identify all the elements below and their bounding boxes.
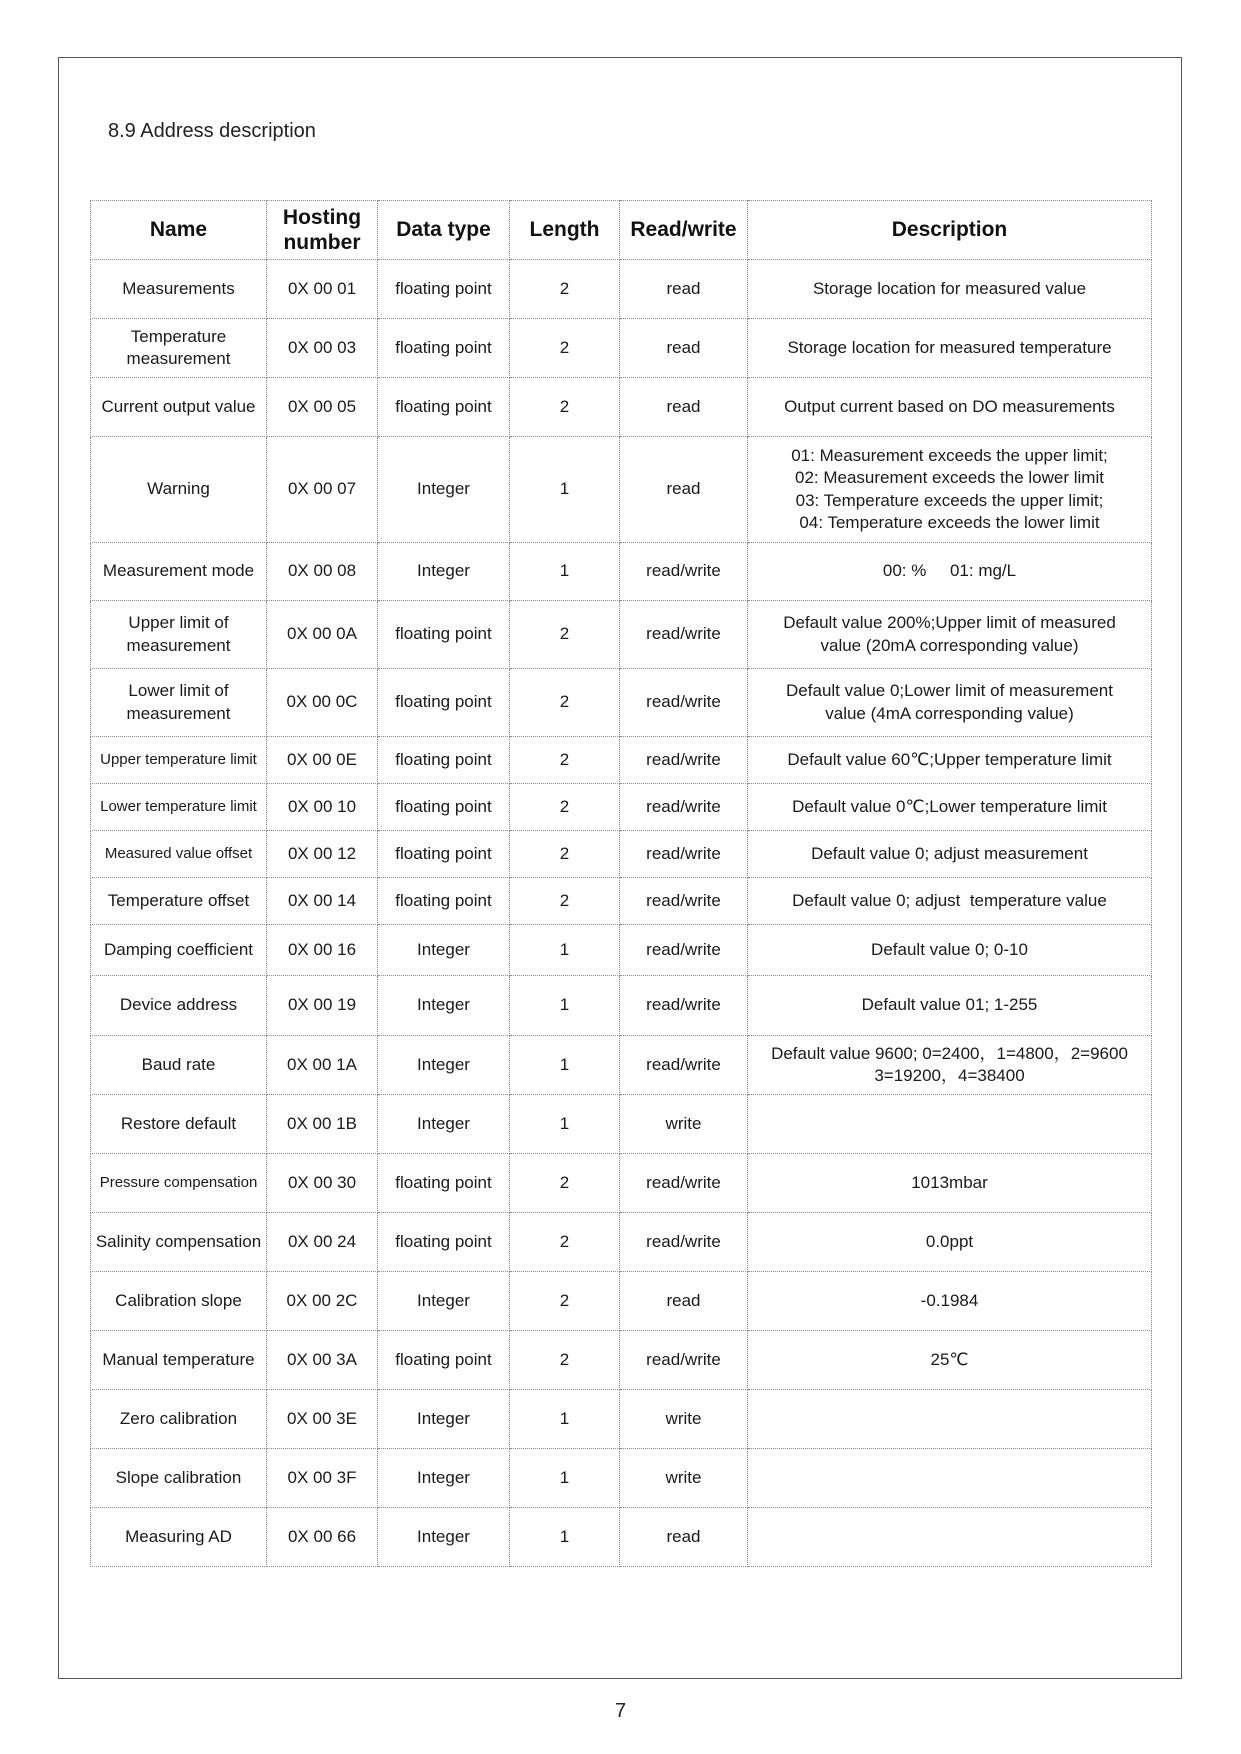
table-row bbox=[91, 878, 1152, 925]
cell-description: 1013mbar bbox=[748, 1154, 1152, 1213]
cell-length: 2 bbox=[510, 601, 620, 669]
cell-data-type: floating point bbox=[378, 260, 510, 319]
table-row bbox=[91, 1508, 1152, 1567]
cell-hosting: 0X 00 05 bbox=[267, 378, 378, 437]
table-row bbox=[91, 260, 1152, 319]
cell-data-type: Integer bbox=[378, 1036, 510, 1095]
cell-length: 2 bbox=[510, 784, 620, 831]
cell-description: Default value 0℃;Lower temperature limit bbox=[748, 784, 1152, 831]
cell-length: 2 bbox=[510, 669, 620, 737]
cell-data-type: floating point bbox=[378, 378, 510, 437]
cell-length: 1 bbox=[510, 925, 620, 976]
cell-data-type: floating point bbox=[378, 1331, 510, 1390]
desc-line: value (4mA corresponding value) bbox=[825, 703, 1074, 723]
table-row bbox=[91, 1331, 1152, 1390]
cell-hosting: 0X 00 2C bbox=[267, 1272, 378, 1331]
cell-data-type: floating point bbox=[378, 601, 510, 669]
desc-line: 01: Measurement exceeds the upper limit; bbox=[791, 446, 1108, 466]
cell-data-type: Integer bbox=[378, 437, 510, 543]
cell-data-type: floating point bbox=[378, 878, 510, 925]
cell-name-line1: Temperature bbox=[130, 326, 227, 346]
cell-length: 2 bbox=[510, 737, 620, 784]
cell-name bbox=[91, 669, 267, 737]
cell-data-type: floating point bbox=[378, 784, 510, 831]
cell-description bbox=[748, 1390, 1152, 1449]
cell-data-type: Integer bbox=[378, 925, 510, 976]
cell-hosting: 0X 00 0E bbox=[267, 737, 378, 784]
cell-description: Default value 0; adjust temperature value bbox=[748, 878, 1152, 925]
cell-data-type: Integer bbox=[378, 1390, 510, 1449]
cell-data-type: floating point bbox=[378, 1154, 510, 1213]
cell-name: Measuring AD bbox=[91, 1508, 267, 1567]
cell-read-write: write bbox=[620, 1095, 748, 1154]
cell-hosting: 0X 00 14 bbox=[267, 878, 378, 925]
cell-read-write: read bbox=[620, 319, 748, 378]
page-number: 7 bbox=[614, 1700, 627, 1722]
cell-read-write: write bbox=[620, 1390, 748, 1449]
cell-read-write: read/write bbox=[620, 1036, 748, 1095]
cell-hosting: 0X 00 19 bbox=[267, 976, 378, 1036]
cell-name: Lower temperature limit bbox=[91, 784, 267, 831]
cell-length: 2 bbox=[510, 260, 620, 319]
cell-name: Measurement mode bbox=[91, 543, 267, 601]
cell-read-write: read/write bbox=[620, 878, 748, 925]
cell-hosting: 0X 00 10 bbox=[267, 784, 378, 831]
cell-read-write: read bbox=[620, 1272, 748, 1331]
cell-hosting: 0X 00 12 bbox=[267, 831, 378, 878]
cell-hosting: 0X 00 07 bbox=[267, 437, 378, 543]
table-row bbox=[91, 831, 1152, 878]
cell-name-line1: Upper limit of bbox=[128, 613, 229, 633]
cell-length: 1 bbox=[510, 437, 620, 543]
cell-length: 2 bbox=[510, 1154, 620, 1213]
desc-line: Default value 200%;Upper limit of measured bbox=[783, 613, 1116, 633]
cell-length: 2 bbox=[510, 1331, 620, 1390]
cell-description: 0.0ppt bbox=[748, 1213, 1152, 1272]
cell-hosting: 0X 00 66 bbox=[267, 1508, 378, 1567]
desc-line: 3=19200，4=38400 bbox=[874, 1066, 1025, 1085]
cell-read-write: write bbox=[620, 1449, 748, 1508]
table-row bbox=[91, 976, 1152, 1036]
cell-name: Zero calibration bbox=[91, 1390, 267, 1449]
cell-description: Output current based on DO measurements bbox=[748, 378, 1152, 437]
cell-length: 1 bbox=[510, 1036, 620, 1095]
cell-read-write: read bbox=[620, 378, 748, 437]
table-row bbox=[91, 1095, 1152, 1154]
table-row bbox=[91, 669, 1152, 737]
cell-name bbox=[91, 601, 267, 669]
cell-data-type: floating point bbox=[378, 319, 510, 378]
cell-description: Default value 60℃;Upper temperature limit bbox=[748, 737, 1152, 784]
cell-name bbox=[91, 319, 267, 378]
cell-read-write: read/write bbox=[620, 737, 748, 784]
table-row bbox=[91, 1390, 1152, 1449]
cell-description: Storage location for measured temperature bbox=[748, 319, 1152, 378]
cell-name: Measurements bbox=[91, 260, 267, 319]
table-row bbox=[91, 1213, 1152, 1272]
cell-description bbox=[748, 669, 1152, 737]
cell-length: 2 bbox=[510, 1272, 620, 1331]
cell-description: Default value 01; 1-255 bbox=[748, 976, 1152, 1036]
cell-name: Damping coefficient bbox=[91, 925, 267, 976]
cell-data-type: Integer bbox=[378, 976, 510, 1036]
cell-data-type: floating point bbox=[378, 1213, 510, 1272]
header-hosting-number bbox=[267, 201, 378, 260]
cell-length: 1 bbox=[510, 1508, 620, 1567]
cell-hosting: 0X 00 08 bbox=[267, 543, 378, 601]
table-row bbox=[91, 1154, 1152, 1213]
desc-line: 04: Temperature exceeds the lower limit bbox=[799, 512, 1100, 532]
cell-hosting: 0X 00 03 bbox=[267, 319, 378, 378]
cell-name-line1: Lower limit of bbox=[128, 681, 229, 701]
cell-length: 2 bbox=[510, 319, 620, 378]
desc-line: Default value 0;Lower limit of measurement bbox=[786, 681, 1113, 701]
cell-hosting: 0X 00 3A bbox=[267, 1331, 378, 1390]
cell-name: Calibration slope bbox=[91, 1272, 267, 1331]
cell-description: Default value 0; adjust measurement bbox=[748, 831, 1152, 878]
cell-data-type: Integer bbox=[378, 1095, 510, 1154]
cell-name: Upper temperature limit bbox=[91, 737, 267, 784]
cell-description bbox=[748, 1095, 1152, 1154]
header-read-write: Read/write bbox=[620, 201, 748, 260]
cell-read-write: read bbox=[620, 437, 748, 543]
cell-hosting: 0X 00 30 bbox=[267, 1154, 378, 1213]
cell-name: Warning bbox=[91, 437, 267, 543]
desc-line: 03: Temperature exceeds the upper limit; bbox=[795, 490, 1104, 510]
header-name: Name bbox=[91, 201, 267, 260]
cell-name: Baud rate bbox=[91, 1036, 267, 1095]
header-data-type: Data type bbox=[378, 201, 510, 260]
table-row bbox=[91, 1036, 1152, 1095]
cell-hosting: 0X 00 16 bbox=[267, 925, 378, 976]
cell-length: 2 bbox=[510, 1213, 620, 1272]
cell-name-line2: measurement bbox=[126, 635, 231, 655]
cell-description bbox=[748, 437, 1152, 543]
cell-description bbox=[748, 1036, 1152, 1095]
cell-data-type: Integer bbox=[378, 1272, 510, 1331]
table-row bbox=[91, 437, 1152, 543]
cell-description: Storage location for measured value bbox=[748, 260, 1152, 319]
desc-line: Default value 9600; 0=2400，1=4800，2=9600 bbox=[771, 1043, 1128, 1063]
cell-hosting: 0X 00 3E bbox=[267, 1390, 378, 1449]
cell-name: Slope calibration bbox=[91, 1449, 267, 1508]
cell-length: 1 bbox=[510, 1390, 620, 1449]
cell-hosting: 0X 00 1A bbox=[267, 1036, 378, 1095]
cell-hosting: 0X 00 1B bbox=[267, 1095, 378, 1154]
cell-data-type: floating point bbox=[378, 669, 510, 737]
table-row bbox=[91, 601, 1152, 669]
cell-read-write: read/write bbox=[620, 1154, 748, 1213]
cell-hosting: 0X 00 0C bbox=[267, 669, 378, 737]
cell-read-write: read/write bbox=[620, 784, 748, 831]
table-row bbox=[91, 784, 1152, 831]
cell-name: Measured value offset bbox=[91, 831, 267, 878]
cell-data-type: floating point bbox=[378, 737, 510, 784]
cell-name: Manual temperature bbox=[91, 1331, 267, 1390]
cell-name: Temperature offset bbox=[91, 878, 267, 925]
table-row bbox=[91, 543, 1152, 601]
table-row bbox=[91, 737, 1152, 784]
table-row bbox=[91, 1272, 1152, 1331]
cell-name-line2: measurement bbox=[126, 349, 231, 368]
cell-read-write: read/write bbox=[620, 669, 748, 737]
cell-read-write: read/write bbox=[620, 831, 748, 878]
cell-read-write: read/write bbox=[620, 601, 748, 669]
cell-data-type: Integer bbox=[378, 1449, 510, 1508]
cell-name: Current output value bbox=[91, 378, 267, 437]
table-row bbox=[91, 1449, 1152, 1508]
cell-name: Salinity compensation bbox=[91, 1213, 267, 1272]
cell-name-line2: measurement bbox=[126, 703, 231, 723]
cell-length: 1 bbox=[510, 976, 620, 1036]
cell-length: 2 bbox=[510, 831, 620, 878]
cell-name: Restore default bbox=[91, 1095, 267, 1154]
cell-length: 2 bbox=[510, 378, 620, 437]
address-table bbox=[90, 200, 1152, 1567]
header-hosting-line2: number bbox=[283, 231, 361, 254]
cell-read-write: read/write bbox=[620, 1213, 748, 1272]
cell-data-type: floating point bbox=[378, 831, 510, 878]
cell-data-type: Integer bbox=[378, 543, 510, 601]
cell-hosting: 0X 00 3F bbox=[267, 1449, 378, 1508]
cell-description bbox=[748, 601, 1152, 669]
cell-read-write: read/write bbox=[620, 543, 748, 601]
desc-line: value (20mA corresponding value) bbox=[820, 635, 1079, 655]
cell-hosting: 0X 00 24 bbox=[267, 1213, 378, 1272]
cell-description: Default value 0; 0-10 bbox=[748, 925, 1152, 976]
header-description: Description bbox=[748, 201, 1152, 260]
cell-name: Device address bbox=[91, 976, 267, 1036]
cell-read-write: read bbox=[620, 260, 748, 319]
table-row bbox=[91, 319, 1152, 378]
cell-hosting: 0X 00 0A bbox=[267, 601, 378, 669]
cell-length: 2 bbox=[510, 878, 620, 925]
table-row bbox=[91, 378, 1152, 437]
cell-read-write: read/write bbox=[620, 925, 748, 976]
cell-read-write: read/write bbox=[620, 1331, 748, 1390]
cell-hosting: 0X 00 01 bbox=[267, 260, 378, 319]
cell-description: 00: % 01: mg/L bbox=[748, 543, 1152, 601]
cell-read-write: read/write bbox=[620, 976, 748, 1036]
cell-data-type: Integer bbox=[378, 1508, 510, 1567]
table-header-row bbox=[91, 201, 1152, 260]
cell-description bbox=[748, 1508, 1152, 1567]
cell-read-write: read bbox=[620, 1508, 748, 1567]
cell-description: 25℃ bbox=[748, 1331, 1152, 1390]
cell-description bbox=[748, 1449, 1152, 1508]
header-hosting-line1: Hosting bbox=[282, 205, 362, 229]
desc-line: 02: Measurement exceeds the lower limit bbox=[795, 468, 1104, 488]
header-length: Length bbox=[510, 201, 620, 260]
table-row bbox=[91, 925, 1152, 976]
cell-name: Pressure compensation bbox=[91, 1154, 267, 1213]
section-title: 8.9 Address description bbox=[108, 120, 316, 142]
cell-length: 1 bbox=[510, 1449, 620, 1508]
cell-length: 1 bbox=[510, 1095, 620, 1154]
cell-description: -0.1984 bbox=[748, 1272, 1152, 1331]
cell-length: 1 bbox=[510, 543, 620, 601]
